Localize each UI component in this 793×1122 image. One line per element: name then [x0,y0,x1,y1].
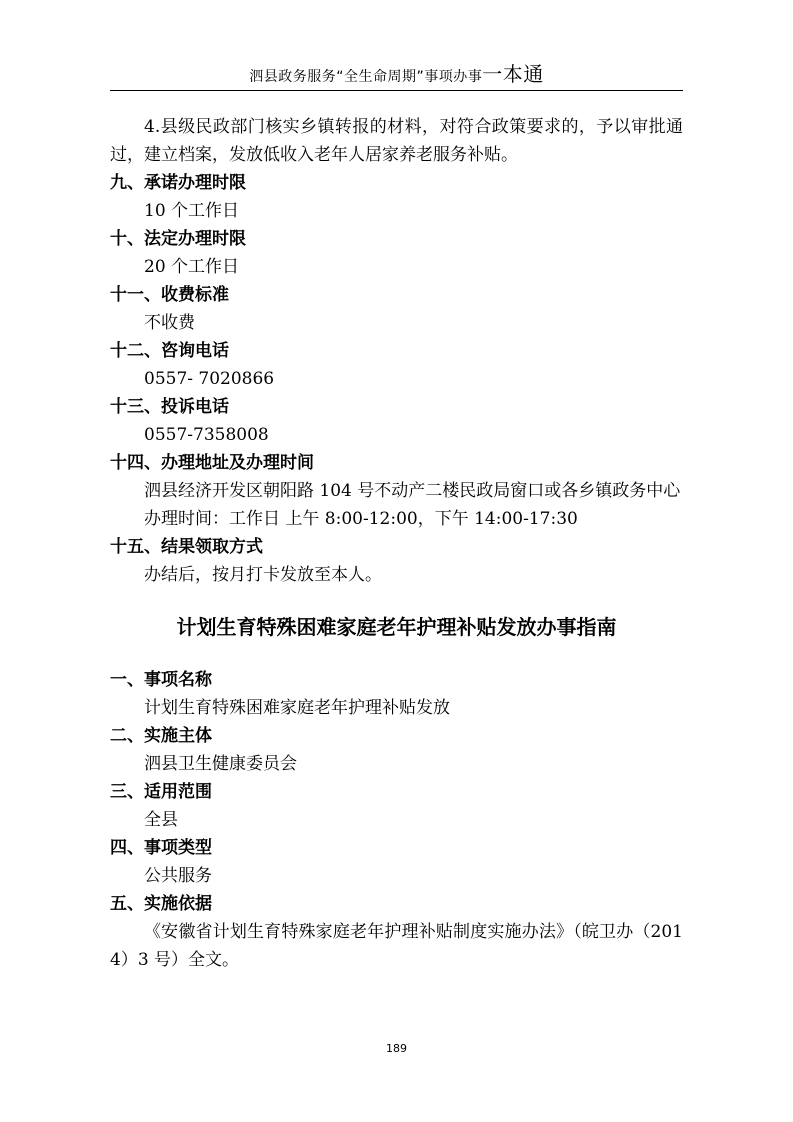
section-heading: 十一、收费标准 [110,285,229,305]
header-text: 泗县政务服务“全生命周期”事项办事 [249,69,483,85]
section-paragraph: 不收费 [144,313,195,333]
section [110,778,683,834]
section-heading: 三、适用范围 [110,782,212,802]
section-paragraph: 0557-7358008 [144,425,269,445]
section [110,281,683,337]
section-heading: 五、实施依据 [110,894,212,914]
section-paragraph: 全县 [144,810,178,830]
section-heading: 十五、结果领取方式 [110,537,263,557]
section-heading: 一、事项名称 [110,670,212,690]
sections-top [110,113,683,589]
section-paragraph: 公共服务 [144,866,212,886]
section-paragraph: 0557- 7020866 [144,369,275,389]
section [110,666,683,722]
section-heading: 四、事项类型 [110,838,212,858]
section-heading: 二、实施主体 [110,726,212,746]
guide-title: 计划生育特殊困难家庭老年护理补贴发放办事指南 [176,615,617,639]
section [110,449,683,533]
section-paragraph: 办理时间：工作日 上午 8:00-12:00，下午 14:00-17:30 [144,509,578,529]
section-paragraph: 计划生育特殊困难家庭老年护理补贴发放 [144,698,450,718]
header-text-large: 一本通 [482,62,544,86]
section [110,393,683,449]
section-heading: 十四、办理地址及办理时间 [110,453,314,473]
section [110,533,683,589]
header-rule [110,90,683,91]
section-heading: 九、承诺办理时限 [110,173,246,193]
page-header [0,58,793,87]
section-paragraph: 4.县级民政部门核实乡镇转报的材料，对符合政策要求的，予以审批通过，建立档案，发放低收入老年人居家养老服务补贴。 [110,117,683,165]
section [110,890,683,974]
section [110,113,683,169]
sections-bottom [110,666,683,974]
document-body [110,113,683,974]
section [110,722,683,778]
section-paragraph: 泗县卫生健康委员会 [144,754,297,774]
section-heading: 十三、投诉电话 [110,397,229,417]
section-paragraph: 泗县经济开发区朝阳路 104 号不动产二楼民政局窗口或各乡镇政务中心 [144,481,681,501]
section-heading: 十二、咨询电话 [110,341,229,361]
section [110,169,683,225]
section-paragraph: 10 个工作日 [144,201,240,221]
section-paragraph: 《安徽省计划生育特殊家庭老年护理补贴制度实施办法》（皖卫办（2014）3 号）全文。 [110,922,683,970]
section-paragraph: 20 个工作日 [144,257,240,277]
section [110,337,683,393]
section-heading: 十、法定办理时限 [110,229,246,249]
page-number: 189 [386,1042,407,1055]
section [110,225,683,281]
section-paragraph: 办结后，按月打卡发放至本人。 [144,565,382,585]
section [110,834,683,890]
